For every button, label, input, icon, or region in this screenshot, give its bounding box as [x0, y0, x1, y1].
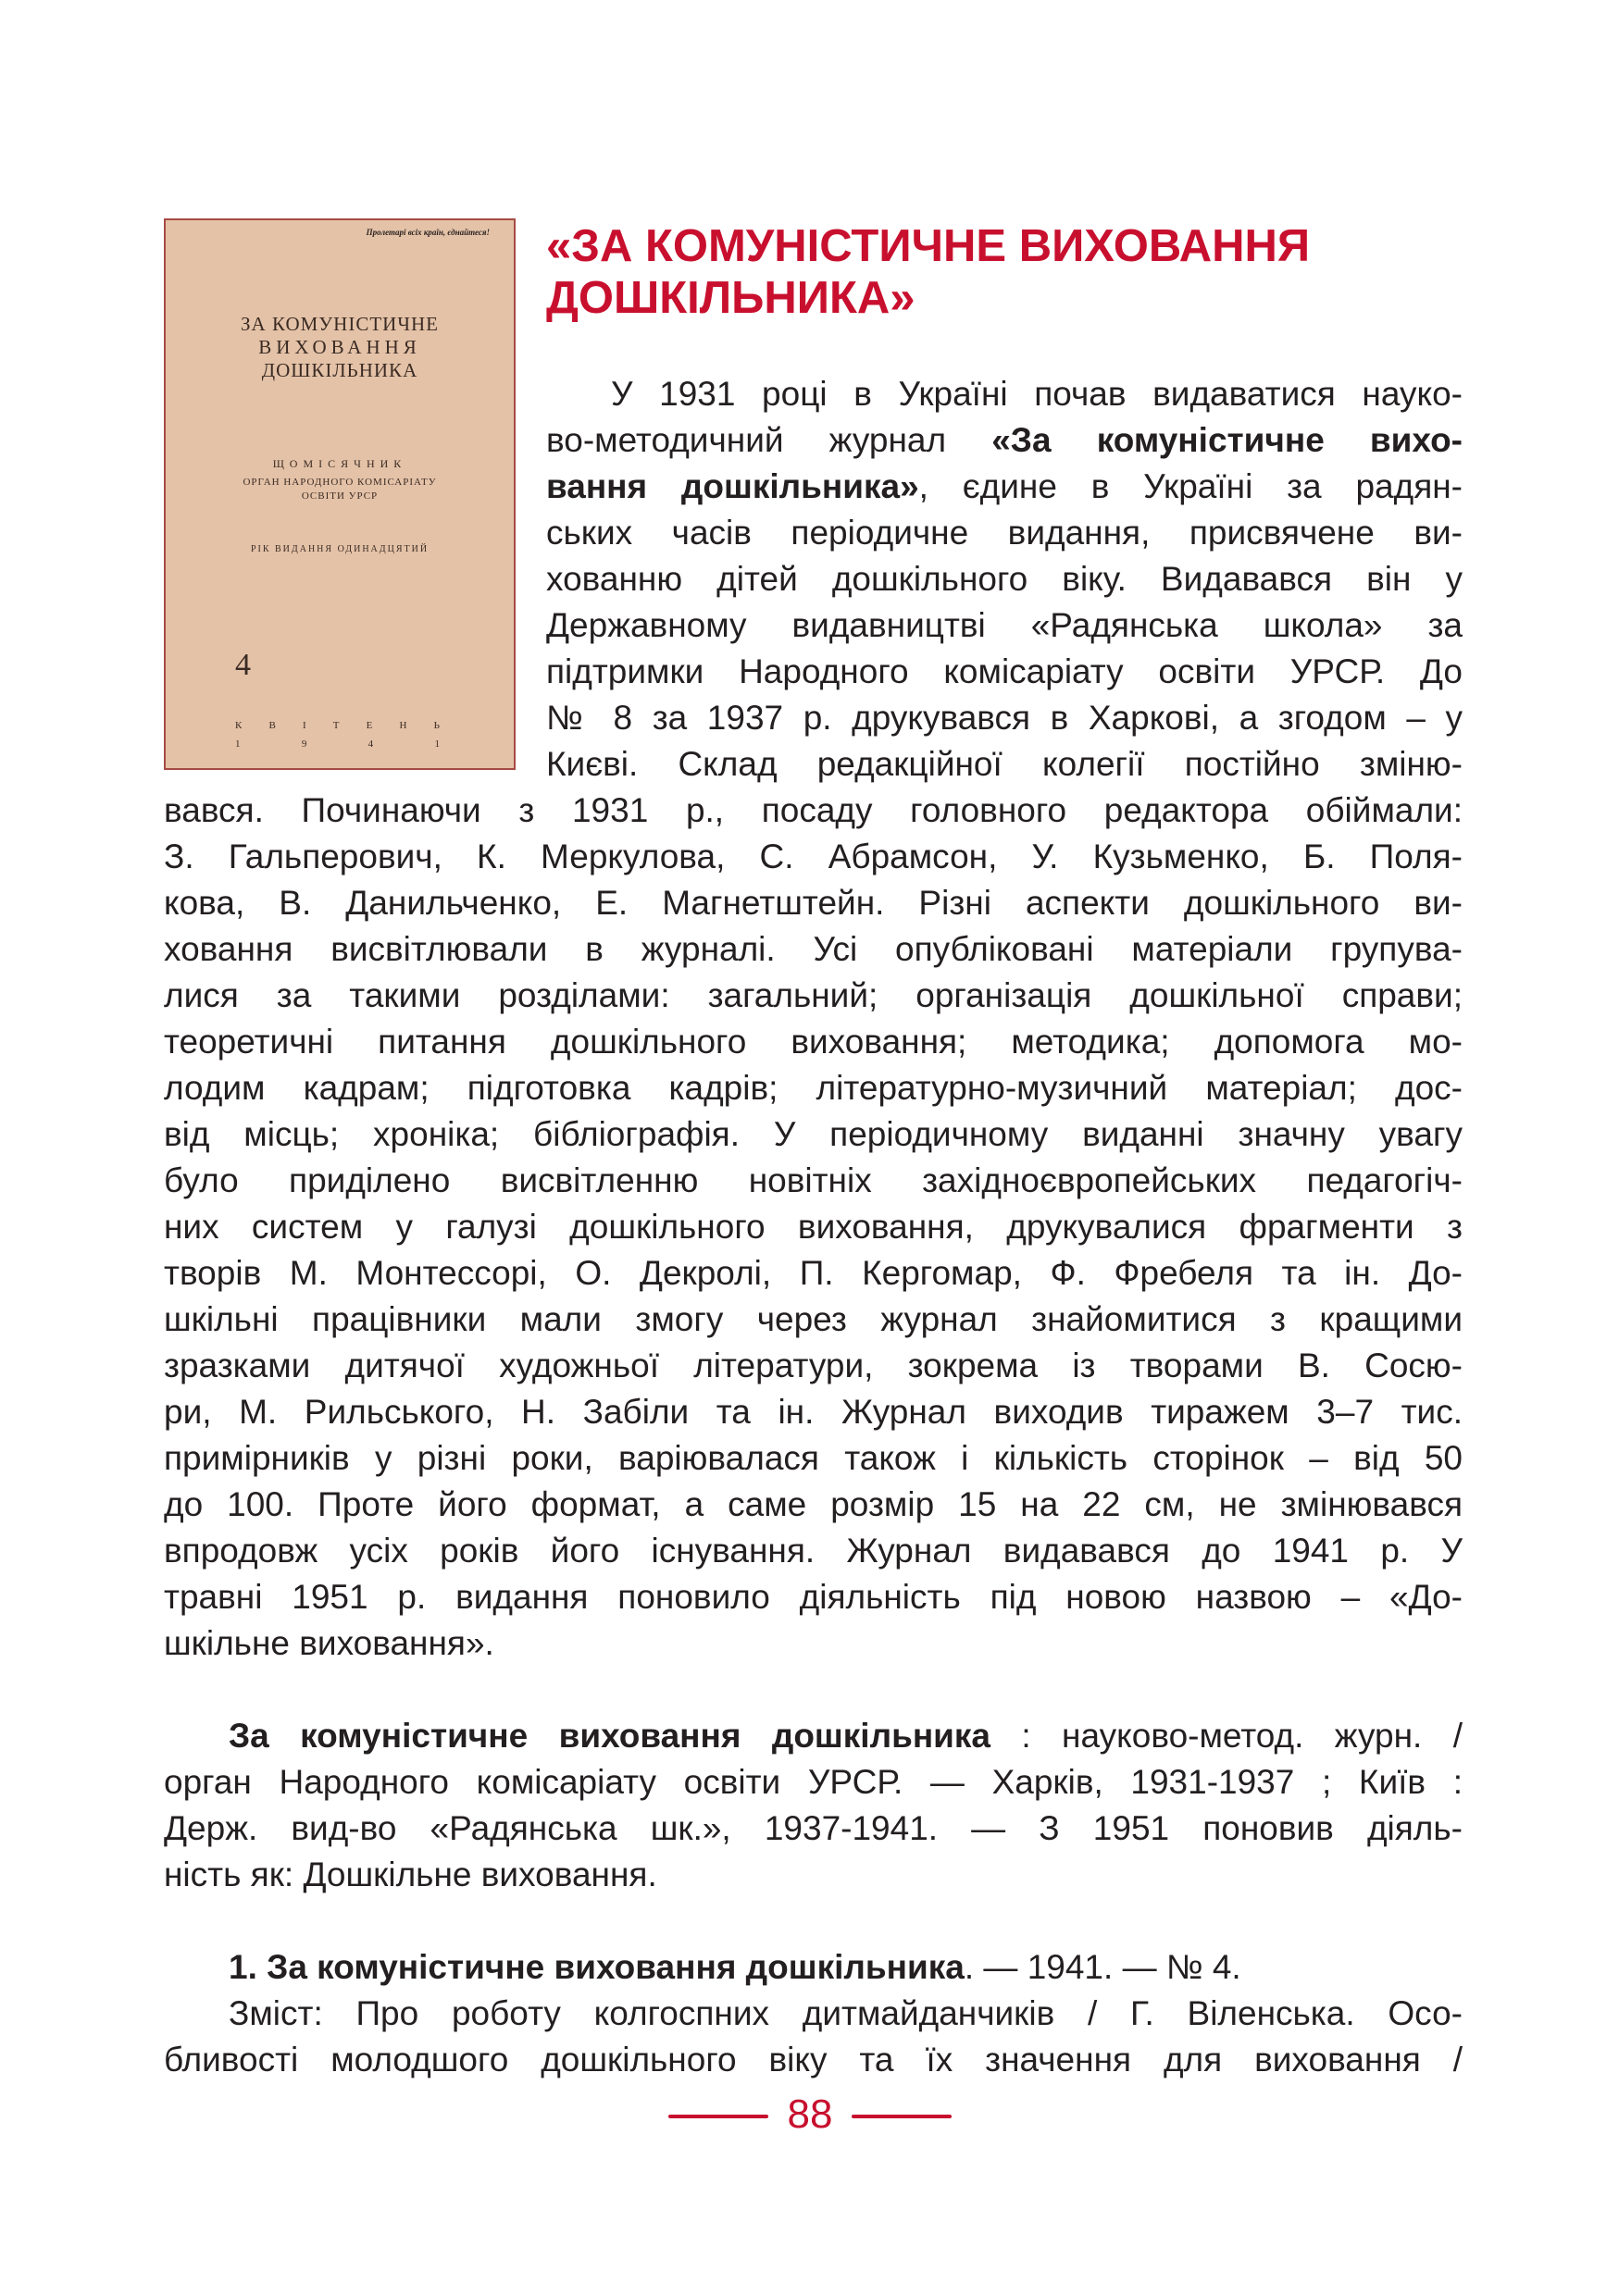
body-text-line: ських часів періодичне видання, присвячене ви- — [546, 514, 1463, 552]
cover-slogan: Пролетарі всіх країн, єднайтеся! — [366, 228, 490, 237]
bibliography-line: орган Народного комісаріату освіти УРСР. — Харків, 1931-1937 ; Київ : — [164, 1763, 1463, 1801]
journal-title-bold: вання дошкільника» — [546, 467, 919, 505]
cover-year — [235, 738, 440, 750]
cover-title-line: ДОШКІЛЬНИКА — [261, 359, 418, 381]
cover-year-digit: 1 — [434, 738, 440, 750]
cover-title-line: ВИХОВАННЯ — [258, 336, 421, 358]
bibliography-line — [164, 1713, 1463, 1759]
section-heading — [546, 220, 1472, 324]
body-text-line: творів М. Монтессорі, О. Декролі, П. Кергомар, Ф. Фребеля та ін. До- — [164, 1254, 1463, 1292]
entry-contents-line: Зміст: Про роботу колгоспних дитмайданчиків / Г. Віленська. Осо- — [229, 1994, 1463, 2032]
body-text-line: вався. Починаючи з 1931 р., посаду головного редактора обіймали: — [164, 791, 1463, 829]
cover-organ-line: ОРГАН НАРОДНОГО КОМІСАРІАТУ — [243, 477, 437, 488]
bibliography-title-bold: За комуністичне виховання дошкільника — [229, 1717, 991, 1755]
body-text-line: до 100. Проте його формат, а саме розмір 15 на 22 см, не змінювався — [164, 1485, 1463, 1523]
entry-heading-line — [164, 1944, 1463, 1991]
page-number-rule-right — [852, 2115, 952, 2118]
body-text-line: Києві. Склад редакційної колегії постійно зміню- — [546, 745, 1463, 783]
body-text-line — [546, 417, 1463, 464]
body-text-line: З. Гальперович, К. Меркулова, С. Абрамсон, У. Кузьменко, Б. Поля- — [164, 838, 1463, 875]
bibliography-line: ність як: Дошкільне виховання. — [164, 1855, 657, 1893]
entry-title-span: . — 1941. — № 4. — [964, 1948, 1241, 1986]
cover-issue-number: 4 — [235, 648, 251, 682]
page-number: 88 — [787, 2091, 833, 2137]
cover-title — [166, 313, 514, 382]
cover-month-letter: І — [302, 720, 306, 731]
body-text-line — [546, 464, 1463, 510]
body-text-line: ри, М. Рильського, Н. Забіли та ін. Журнал виходив тиражем 3–7 тис. — [164, 1393, 1463, 1431]
cover-month-letter: Е — [366, 720, 373, 731]
body-text-line: Державному видавництві «Радянська школа» за — [546, 606, 1463, 644]
cover-month-letter: Т — [332, 720, 340, 731]
cover-year-digit: 4 — [367, 738, 374, 750]
body-text-line: травні 1951 р. видання поновило діяльність під новою назвою – «До- — [164, 1578, 1463, 1616]
body-text-line: було приділено висвітленню новітніх західноєвропейських педагогіч- — [164, 1161, 1463, 1199]
body-text-line: шкільне виховання». — [164, 1624, 494, 1662]
cover-organ — [166, 476, 514, 503]
cover-organ-line: ОСВІТИ УРСР — [301, 490, 379, 502]
body-text-line: шкільні працівники мали змогу через журнал знайомитися з кращими — [164, 1300, 1463, 1338]
body-text-line: впродовж усіх років його існування. Журнал видавався до 1941 р. У — [164, 1532, 1463, 1570]
bibliography-text-span: : науково-метод. журн. / — [990, 1717, 1463, 1755]
body-text-line: хованню дітей дошкільного віку. Видавався він у — [546, 560, 1463, 598]
body-text-line: лодим кадрам; підготовка кадрів; літературно-музичний матеріал; дос- — [164, 1069, 1463, 1107]
body-text-line: від місць; хроніка; бібліографія. У періодичному виданні значну увагу — [164, 1115, 1463, 1153]
body-text-line: № 8 за 1937 р. друкувався в Харкові, а згодом – у — [546, 699, 1463, 737]
body-text-span: , єдине в Україні за радян- — [918, 467, 1463, 505]
cover-title-line: ЗА КОМУНІСТИЧНЕ — [241, 313, 439, 335]
page-number-rule-left — [668, 2115, 768, 2118]
cover-month — [235, 720, 440, 731]
section-heading-line: ДОШКІЛЬНИКА» — [546, 273, 915, 323]
cover-month-letter: К — [235, 720, 243, 731]
body-text-line: зразками дитячої художньої літератури, зокрема із творами В. Сосю- — [164, 1347, 1463, 1384]
body-text-line: підтримки Народного комісаріату освіти УРСР. До — [546, 652, 1463, 690]
cover-month-letter: Ь — [433, 720, 440, 731]
body-text-line: примірників у різні роки, варіювалася також і кількість сторінок – від 50 — [164, 1439, 1463, 1477]
body-text-span: во-методичний журнал — [546, 421, 992, 459]
journal-title-bold: «За комуністичне вихо- — [991, 421, 1463, 459]
bibliography-line: Держ. вид-во «Радянська шк.», 1937-1941. — З 1951 поновив діяль- — [164, 1809, 1463, 1847]
cover-monthly: ЩОМІСЯЧНИК — [272, 457, 407, 470]
magazine-cover-image — [164, 218, 516, 770]
cover-month-letter: Н — [399, 720, 407, 731]
cover-month-letter: В — [268, 720, 276, 731]
cover-year-digit: 9 — [301, 738, 307, 750]
body-text-line: теоретичні питання дошкільного виховання; методика; допомога мо- — [164, 1023, 1463, 1061]
body-text-line: лися за такими розділами: загальний; організація дошкільної справи; — [164, 976, 1463, 1014]
body-text-line: У 1931 році в Україні почав видаватися науко- — [611, 375, 1463, 413]
body-text-line: кова, В. Данильченко, Е. Магнетштейн. Різні аспекти дошкільного ви- — [164, 884, 1463, 922]
section-heading-line: «ЗА КОМУНІСТИЧНЕ ВИХОВАННЯ — [546, 221, 1311, 271]
cover-year-digit: 1 — [235, 738, 241, 750]
entry-title-bold: 1. За комуністичне виховання дошкільника — [229, 1948, 965, 1986]
cover-year-of-publication: РІК ВИДАННЯ ОДИНАДЦЯТИЙ — [250, 544, 430, 554]
body-text-line: них систем у галузі дошкільного виховання, друкувалися фрагменти з — [164, 1208, 1463, 1246]
entry-contents-line: бливості молодшого дошкільного віку та їх значення для виховання / — [164, 2041, 1463, 2079]
body-text-line: ховання висвітлювали в журналі. Усі опубліковані матеріали групува- — [164, 930, 1463, 968]
